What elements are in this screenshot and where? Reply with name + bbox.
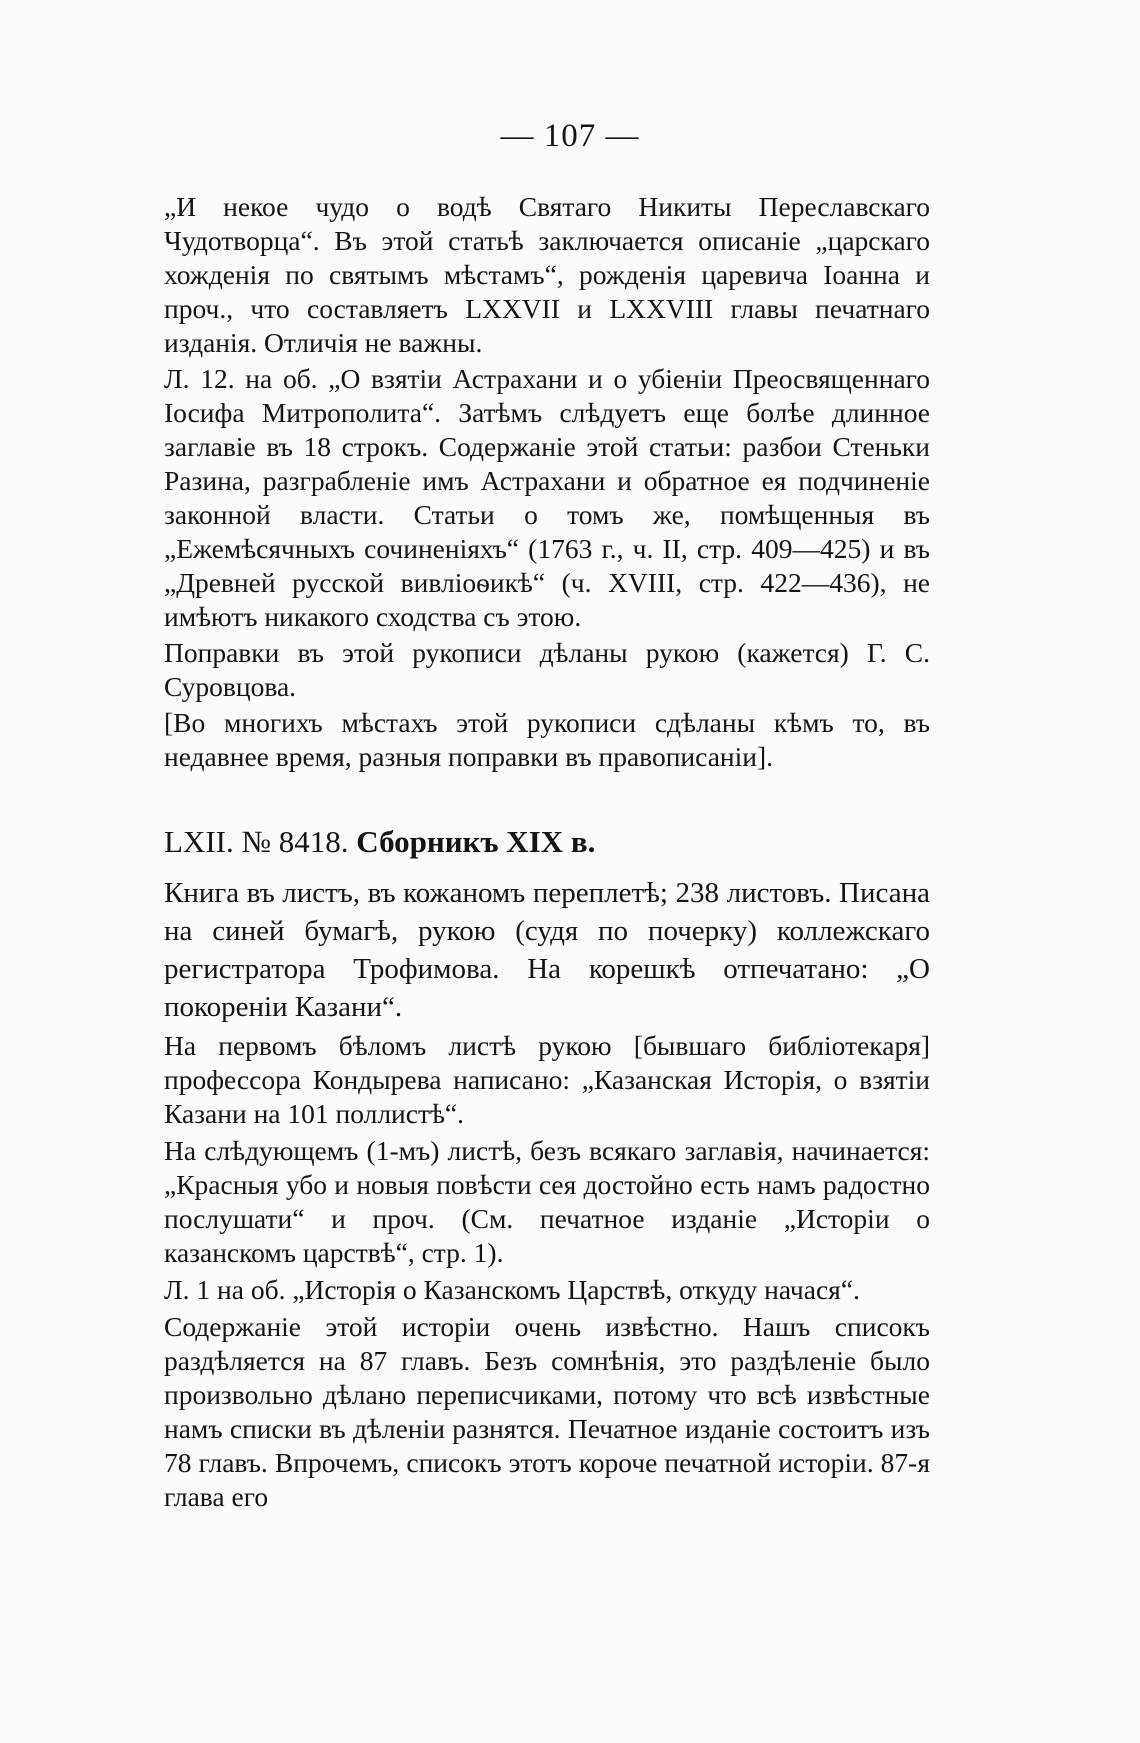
paragraph-recent-corrections: [Во многихъ мѣстахъ этой рукописи сдѣланы кѣмъ то, въ недавнее время, разныя поправки въ правописаніи]. (164, 707, 930, 772)
paragraph-first-leaf: На первомъ бѣломъ листѣ рукою [бывшаго библіотекаря] профессора Кондырева написано: „Казанская Исторія, о взятіи Казани на 101 поллистѣ“. (164, 1030, 930, 1129)
paragraph-next-leaf: На слѣдующемъ (1-мъ) листѣ, безъ всякаго заглавія, начинается: „Красныя убо и новыя повѣсти сея достойно есть намъ радостно послушати“ и проч. (См. печатное изданіе „Исторіи о казанскомъ царствѣ“, стр. 1). (164, 1135, 930, 1268)
page-number: — 107 — (500, 118, 640, 154)
paragraph-content-chapters: Содержаніе этой исторіи очень извѣстно. Нашъ списокъ раздѣляется на 87 главъ. Безъ сомнѣнія, это раздѣленіе было произвольно дѣлано переписчиками, потому что всѣ извѣстные намъ списки въ дѣленіи разнятся. Печатное изданіе состоитъ изъ 78 главъ. Впрочемъ, списокъ этотъ короче печатной исторіи. 87-я глава его (164, 1311, 930, 1512)
section-title: Сборникъ XIX в. (356, 824, 596, 859)
paragraph-history-title: Л. 1 на об. „Исторія о Казанскомъ Царствѣ, откуду начася“. (164, 1274, 860, 1305)
paragraph-book-description: Книга въ листъ, въ кожаномъ переплетѣ; 238 листовъ. Писана на синей бумагѣ, рукою (судя по почерку) коллежскаго регистратора Трофимова. На корешкѣ отпечатано: „О покореніи Казани“. (164, 877, 930, 1023)
section-heading (164, 822, 930, 862)
section-number: LXII. № 8418. (164, 824, 349, 859)
paragraph-corrections-surovtsov: Поправки въ этой рукописи дѣланы рукою (кажется) Г. С. Суровцова. (164, 637, 930, 702)
paragraph-astrakhan: Л. 12. на об. „О взятіи Астрахани и о убіеніи Преосвященнаго Іосифа Митрополита“. Затѣмъ слѣдуетъ еще болѣе длинное заглавіе въ 18 строкъ. Содержаніе этой статьи: разбои Стеньки Разина, разграбленіе имъ Астрахани и обратное ея подчиненіе законной власти. Статьи о томъ же, помѣщенныя въ „Ежемѣсячныхъ сочиненіяхъ“ (1763 г., ч. II, стр. 409—425) и въ „Древней русской вивліоѳикѣ“ (ч. XVIII, стр. 422—436), не имѣютъ никакого сходства съ этою. (164, 363, 930, 632)
section-body (164, 874, 930, 1514)
paragraph-nikita-miracle: „И некое чудо о водѣ Святаго Никиты Переславскаго Чудотворца“. Въ этой статьѣ заключается описаніе „царскаго хожденія по святымъ мѣстамъ“, рожденія царевича Іоанна и проч., что составляетъ LXXVII и LXXVIII главы печатнаго изданія. Отличія не важны. (164, 191, 930, 358)
continuation-text (164, 190, 930, 774)
